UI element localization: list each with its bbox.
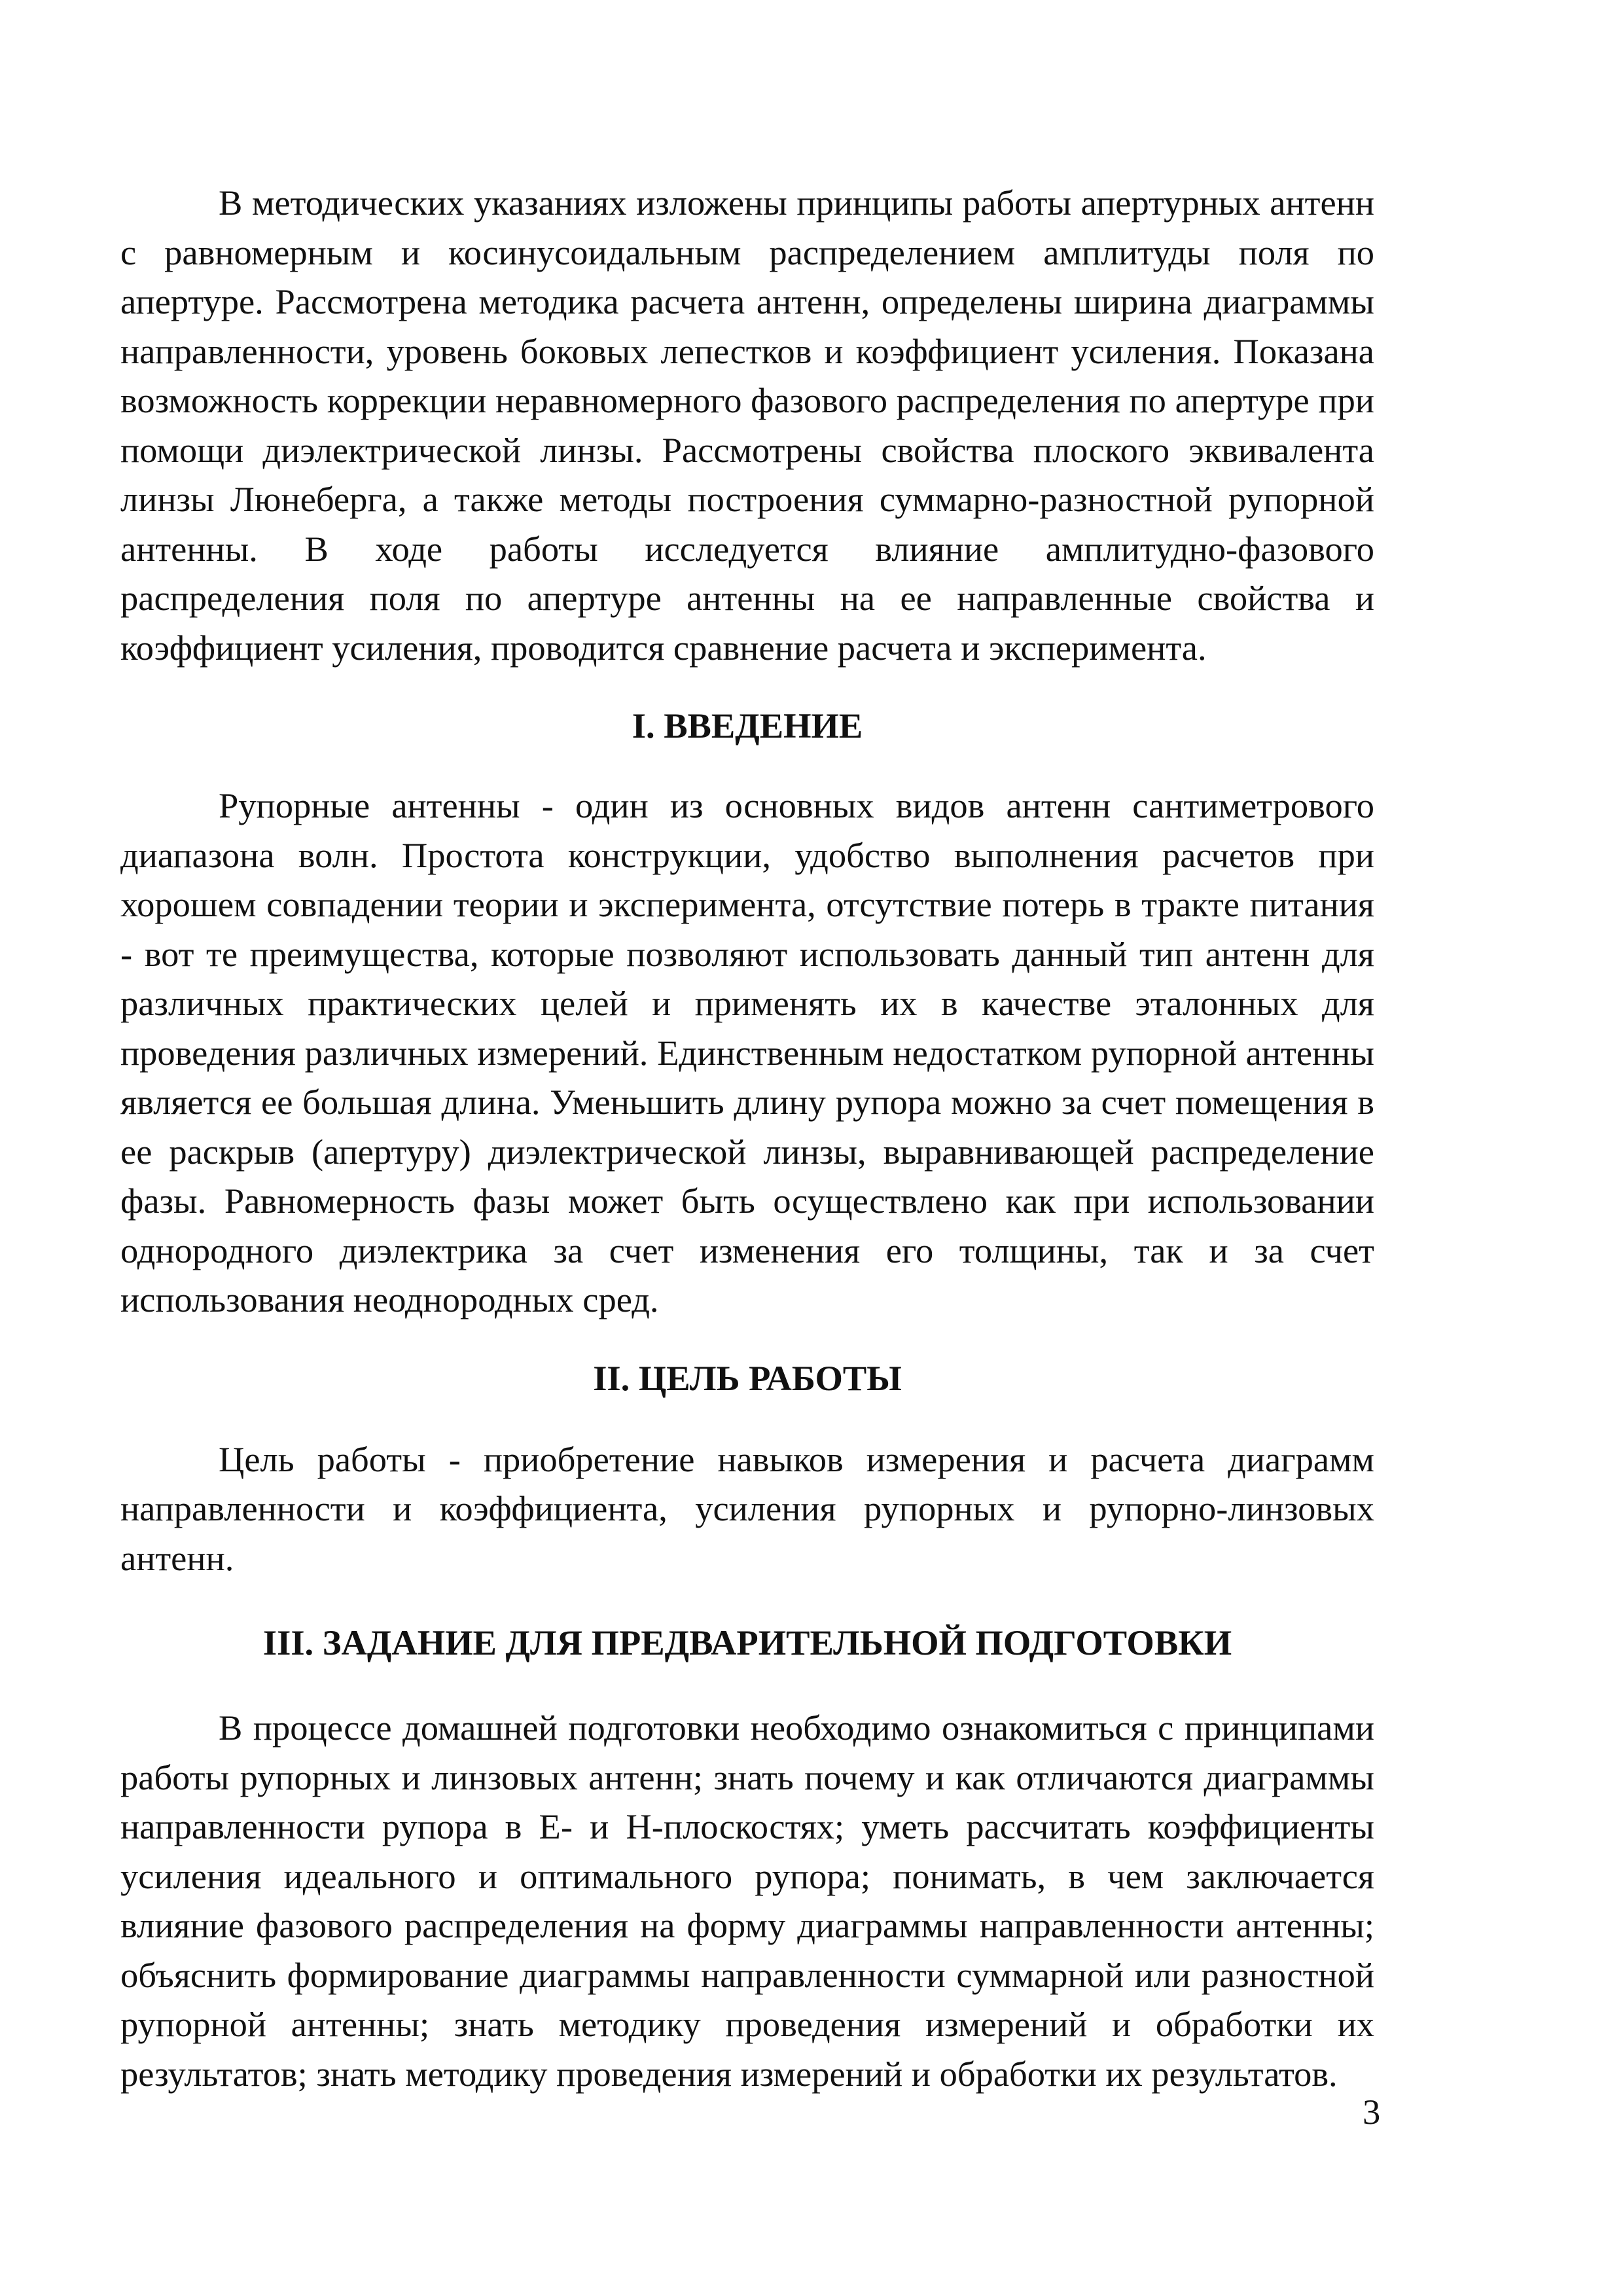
section-heading-introduction: I. ВВЕДЕНИЕ — [632, 706, 863, 745]
section-heading-goal: II. ЦЕЛЬ РАБОТЫ — [593, 1357, 902, 1398]
page-body — [120, 178, 1374, 2098]
section-text-introduction: Рупорные антенны - один из основных видов антенн сантиметрового диапазона волн. Простота конструкции, удобство выполнения расчетов при хорошем совпадении теории и эксперимента, отсутствие потерь в тракте питания - вот те преимущества, которые позволяют использовать данный тип антенн для различных практических целей и применять их в качестве эталонных для проведения различных измерений. Единственным недостатком рупорной антенны является ее большая длина. Уменьшить длину рупора можно за счет помещения в ее раскрыв (апертуру) диэлектрической линзы, выравнивающей распределение фазы. Равномерность фазы может быть осуществлено как при использовании однородного диэлектрика за счет изменения его толщины, так и за счет использования неоднородных сред. — [120, 785, 1374, 1319]
section-text-preparation: В процессе домашней подготовки необходимо ознакомиться с принципами работы рупорных и линзовых антенн; знать почему и как отличаются диаграммы направленности рупора в Е- и Н-плоскостях; уметь рассчитать коэффициенты усиления идеального и оптимального рупора; понимать, в чем заключается влияние фазового распределения на форму диаграммы направленности антенны; объяснить формирование диаграммы направленности суммарной или разностной рупорной антенны; знать методику проведения измерений и обработки их результатов; знать методику проведения измерений и обработки их результатов. — [120, 1708, 1374, 2094]
page-number: 3 — [1363, 2092, 1381, 2132]
section-text-goal: Цель работы - приобретение навыков измерения и расчета диаграмм направленности и коэффициента, усиления рупорных и рупорно-линзовых антенн. — [120, 1439, 1374, 1578]
section-heading-preparation: III. ЗАДАНИЕ ДЛЯ ПРЕДВАРИТЕЛЬНОЙ ПОДГОТОВКИ — [262, 1623, 1232, 1662]
intro-paragraph: В методических указаниях изложены принципы работы апертурных антенн с равномерным и косинусоидальным распределением амплитуды поля по апертуре. Рассмотрена методика расчета антенн, определены ширина диаграммы направленности, уровень боковых лепестков и коэффициент усиления. Показана возможность коррекции неравномерного фазового распределения по апертуре при помощи диэлектрической линзы. Рассмотрены свойства плоского эквивалента линзы Люнеберга, а также методы построения суммарно-разностной рупорной антенны. В ходе работы исследуется влияние амплитудно-фазового распределения поля по апертуре антенны на ее направленные свойства и коэффициент усиления, проводится сравнение расчета и эксперимента. — [120, 183, 1374, 668]
